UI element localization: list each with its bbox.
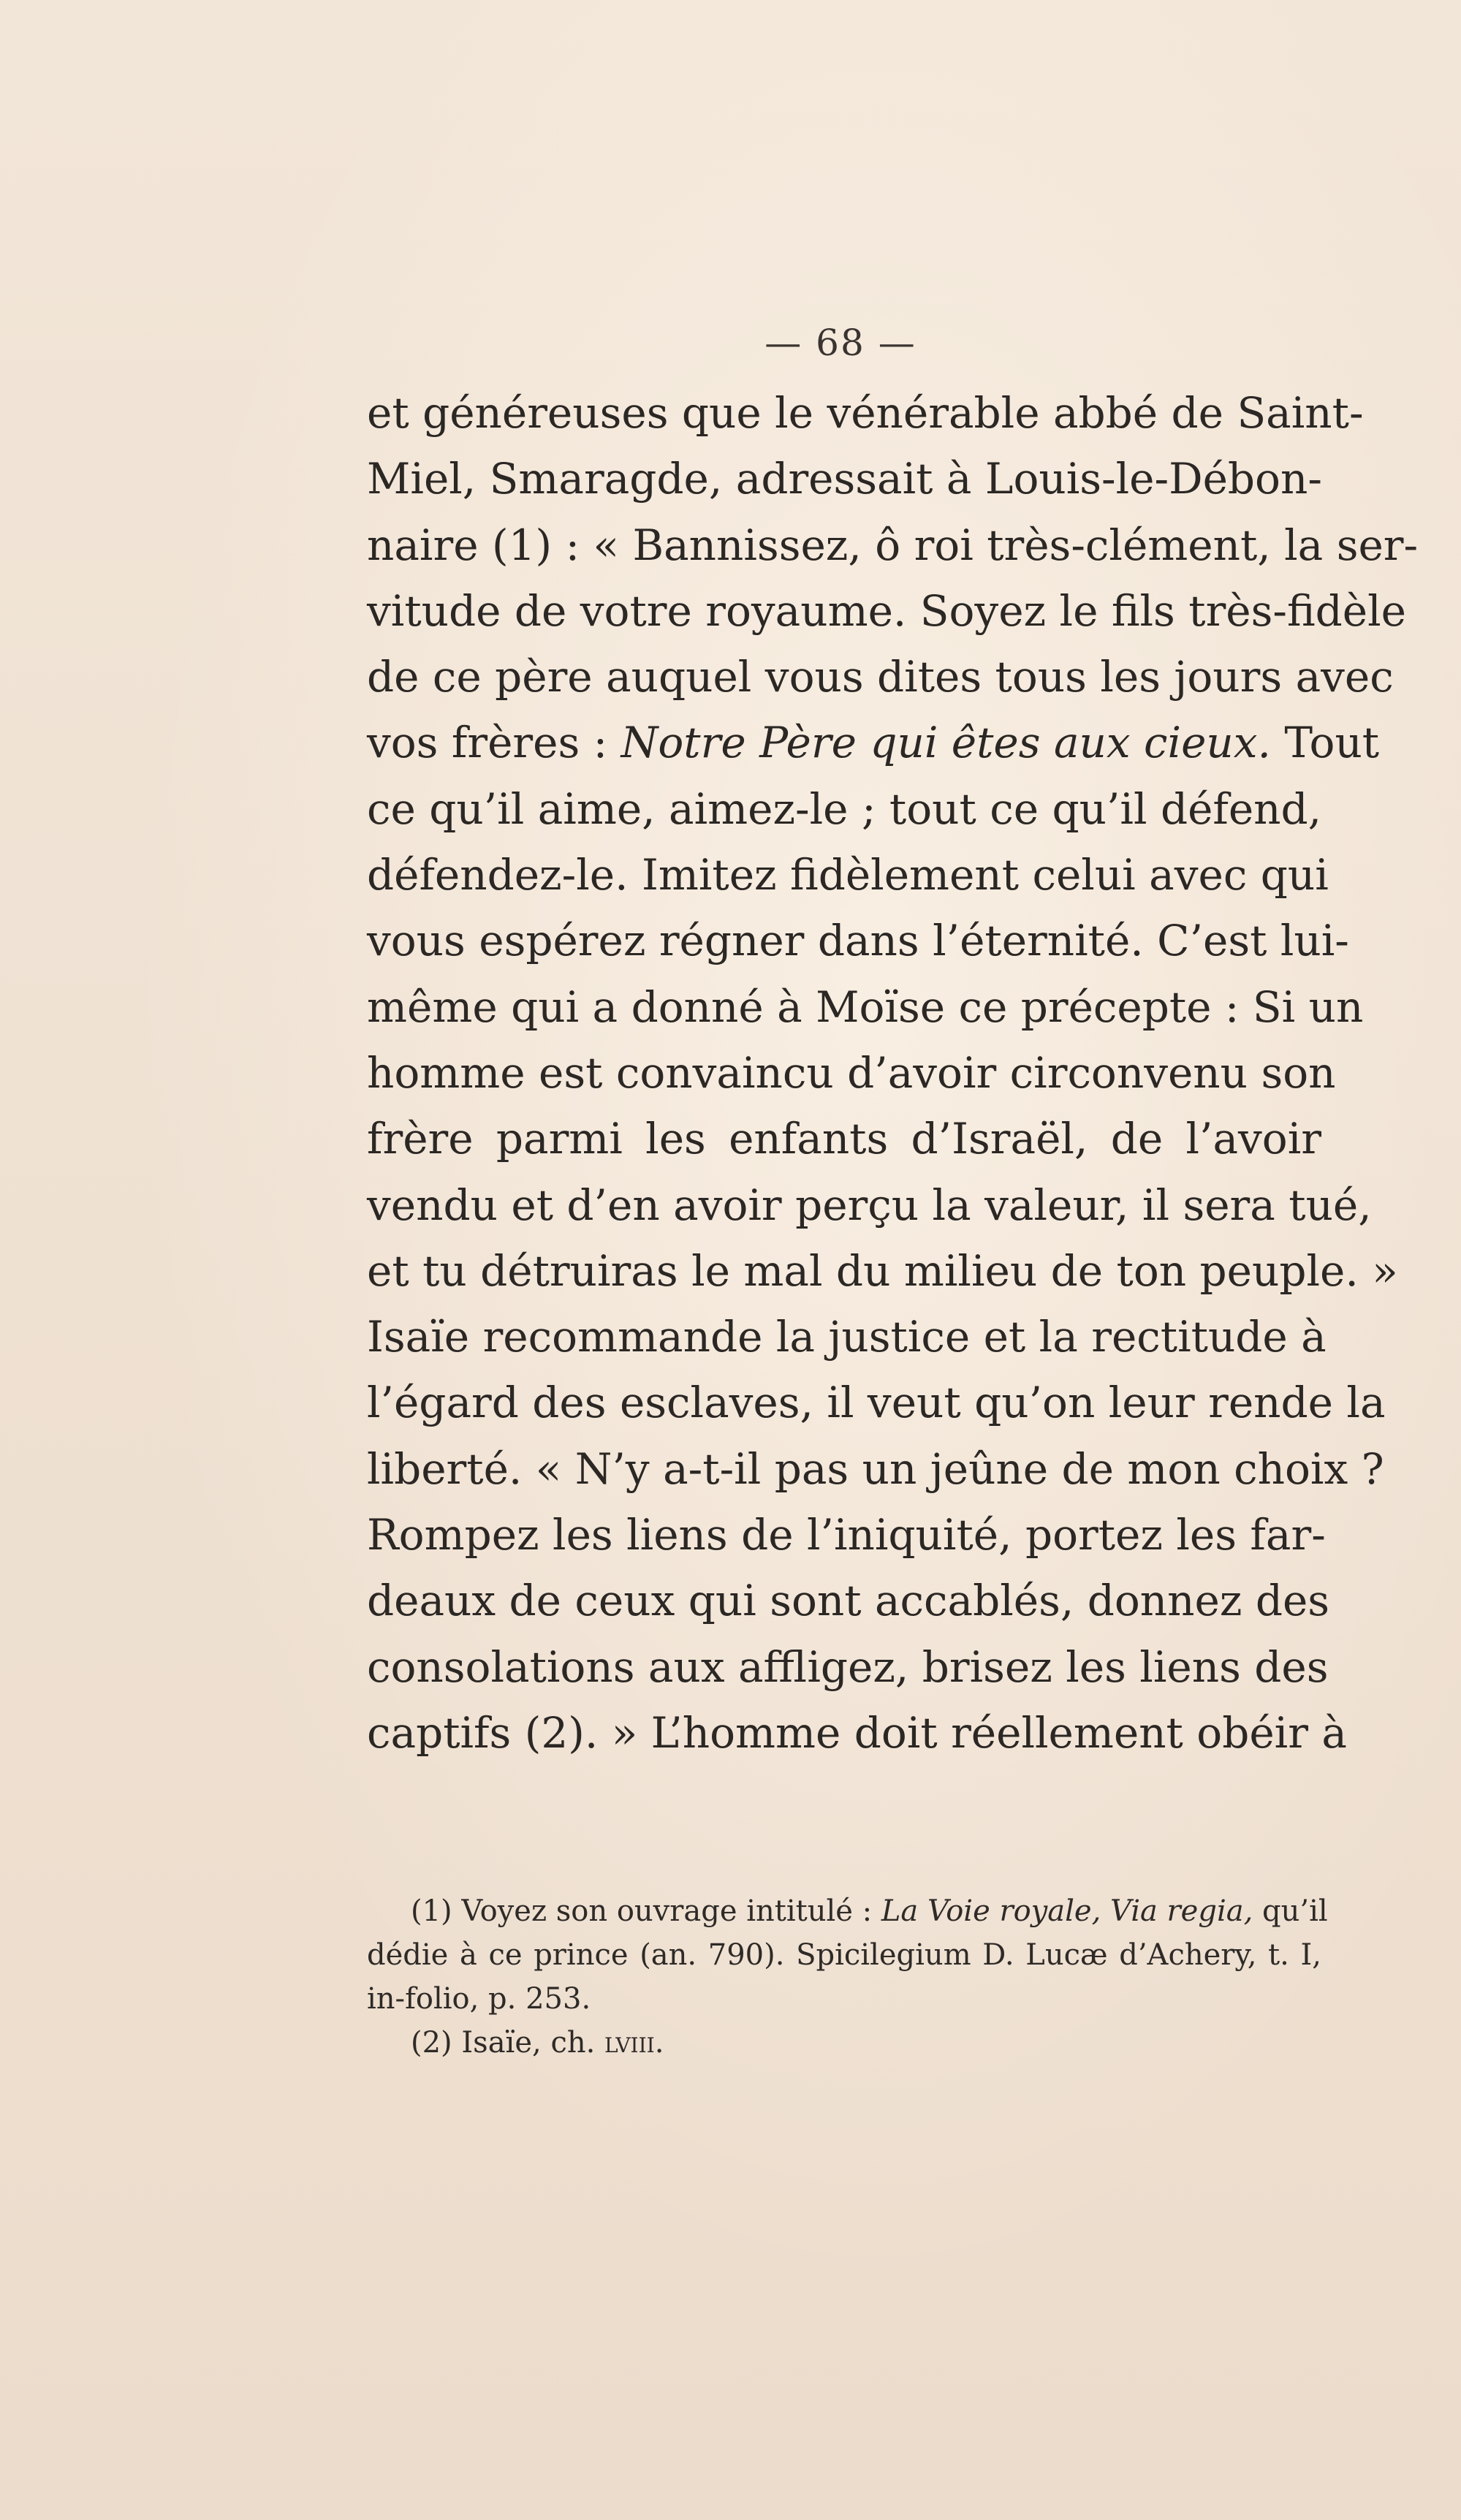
footnote-small-caps: lviii.: [604, 2026, 664, 2060]
text-line: consolations aux affligez, brisez les liens des: [367, 1642, 1329, 1692]
text-line-with-italic: [367, 710, 1380, 775]
page-number: — 68 —: [764, 322, 917, 364]
text-line: même qui a donné à Moïse ce précepte : Si un: [367, 982, 1364, 1032]
text-segment: vos frères :: [367, 718, 621, 768]
text-line: Isaïe recommande la justice et la rectitude à: [367, 1312, 1327, 1362]
text-line: et tu détruiras le mal du milieu de ton peuple. »: [367, 1245, 1398, 1296]
text-line: vous espérez régner dans l’éternité. C’est lui-: [367, 916, 1349, 966]
text-line: frère parmi les enfants d’Israël, de l’avoir: [367, 1114, 1321, 1164]
text-line: l’égard des esclaves, il veut qu’on leur rende la: [367, 1378, 1386, 1428]
footnote-italic-title: La Voie royale, Via regia,: [881, 1894, 1253, 1928]
footnote-1-line: [367, 1889, 1328, 1933]
footnote-segment: (1) Voyez son ouvrage intitulé :: [411, 1894, 881, 1928]
text-line: naire (1) : « Bannissez, ô roi très-clément, la ser-: [367, 520, 1419, 570]
text-line: vendu et d’en avoir perçu la valeur, il sera tué,: [367, 1180, 1372, 1230]
text-line: Miel, Smaragde, adressait à Louis-le-Débon-: [367, 454, 1322, 504]
footnote-segment: (2) Isaïe, ch.: [411, 2026, 605, 2060]
italic-quote: Notre Père qui êtes aux cieux.: [621, 718, 1271, 768]
text-line: défendez-le. Imitez fidèlement celui avec qui: [367, 850, 1329, 900]
footnote-2-line: [367, 2021, 1321, 2065]
text-line: captifs (2). » L’homme doit réellement obéir à: [367, 1707, 1347, 1758]
text-line: de ce père auquel vous dites tous les jours avec: [367, 652, 1394, 702]
text-line: liberté. « N’y a-t-il pas un jeûne de mon choix ?: [367, 1443, 1384, 1494]
footnote-segment: qu’il: [1253, 1894, 1328, 1928]
footnote-1-line: in-folio, p. 253.: [367, 1982, 591, 2016]
footnote-1-line: dédie à ce prince (an. 790). Spicilegium D. Lucæ d’Achery, t. I,: [367, 1938, 1321, 1972]
body-text: [367, 380, 1419, 1766]
text-line: et généreuses que le vénérable abbé de Saint-: [367, 388, 1364, 438]
text-line: Rompez les liens de l’iniquité, portez les far-: [367, 1510, 1326, 1560]
text-line: ce qu’il aime, aimez-le ; tout ce qu’il défend,: [367, 783, 1322, 834]
text-segment: Tout: [1270, 718, 1380, 768]
footnotes: [367, 1889, 1328, 2065]
text-line: deaux de ceux qui sont accablés, donnez des: [367, 1576, 1330, 1626]
text-line: homme est convaincu d’avoir circonvenu son: [367, 1047, 1336, 1098]
text-line: vitude de votre royaume. Soyez le fils très-fidèle: [367, 585, 1406, 636]
